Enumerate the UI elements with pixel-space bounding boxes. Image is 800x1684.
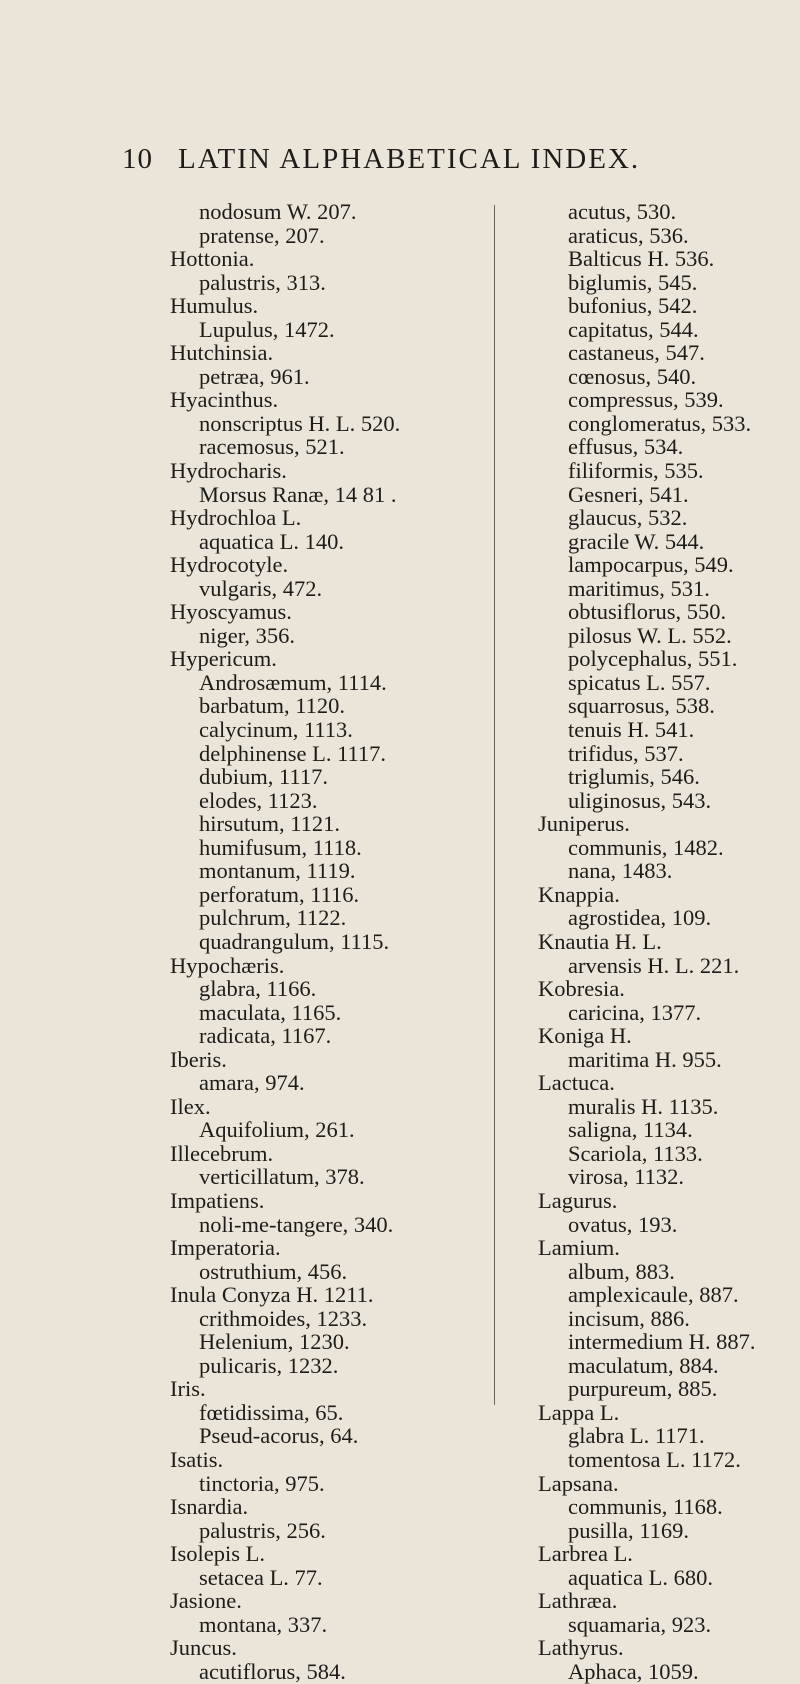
species-entry: compressus, 539.	[568, 387, 724, 413]
species-entry: maritima H. 955.	[568, 1046, 722, 1072]
species-entry: nonscriptus H. L. 520.	[199, 410, 401, 436]
species-entry: palustris, 313.	[199, 269, 326, 295]
species-entry: gracile W. 544.	[568, 528, 705, 554]
genus-entry: Isatis.	[170, 1446, 224, 1472]
species-entry: montanum, 1119.	[199, 858, 356, 884]
species-entry: trifidus, 537.	[568, 740, 684, 766]
species-entry: pratense, 207.	[199, 222, 325, 248]
species-entry: cœnosus, 540.	[568, 363, 697, 389]
species-entry: Androsæmum, 1114.	[199, 669, 387, 695]
species-entry: petræa, 961.	[199, 363, 310, 389]
species-entry: pulchrum, 1122.	[199, 905, 347, 931]
species-entry: maritimus, 531.	[568, 575, 710, 601]
species-entry: incisum, 886.	[568, 1305, 690, 1331]
species-entry: radicata, 1167.	[199, 1023, 332, 1049]
species-entry: obtusiflorus, 550.	[568, 599, 727, 625]
species-entry: Aquifolium, 261.	[199, 1117, 355, 1143]
genus-entry: Hypochæris.	[170, 952, 285, 978]
genus-entry: Iberis.	[170, 1046, 227, 1072]
species-entry: intermedium H. 887.	[568, 1329, 756, 1355]
genus-entry: Koniga H.	[538, 1023, 632, 1049]
species-entry: purpureum, 885.	[568, 1376, 718, 1402]
species-entry: verticillatum, 378.	[199, 1164, 365, 1190]
species-entry: Gesneri, 541.	[568, 481, 689, 507]
species-entry: barbatum, 1120.	[199, 693, 346, 719]
index-column-right	[538, 200, 788, 1683]
species-entry: dubium, 1117.	[199, 764, 328, 790]
species-entry: capitatus, 544.	[568, 316, 699, 342]
species-entry: pulicaris, 1232.	[199, 1352, 339, 1378]
genus-entry: Kobresia.	[538, 976, 625, 1002]
species-entry: muralis H. 1135.	[568, 1093, 719, 1119]
species-entry: Scariola, 1133.	[568, 1140, 703, 1166]
genus-entry: Hottonia.	[170, 246, 255, 272]
genus-entry: Humulus.	[170, 293, 259, 319]
species-entry: niger, 356.	[199, 622, 295, 648]
species-entry: filiformis, 535.	[568, 458, 704, 484]
species-entry: aquatica L. 140.	[199, 528, 344, 554]
species-entry: racemosus, 521.	[199, 434, 345, 460]
species-entry: pilosus W. L. 552.	[568, 622, 732, 648]
species-entry: elodes, 1123.	[199, 787, 318, 813]
species-entry: calycinum, 1113.	[199, 717, 353, 743]
genus-entry: Illecebrum.	[170, 1140, 274, 1166]
species-entry: communis, 1482.	[568, 834, 724, 860]
genus-entry: Hydrochloa L.	[170, 505, 302, 531]
species-entry: conglomeratus, 533.	[568, 410, 752, 436]
species-entry: tinctoria, 975.	[199, 1470, 325, 1496]
species-entry: vulgaris, 472.	[199, 575, 323, 601]
species-entry: ostruthium, 456.	[199, 1258, 348, 1284]
genus-entry: Ilex.	[170, 1093, 211, 1119]
running-head: LATIN ALPHABETICAL INDEX.	[178, 143, 641, 175]
species-entry: bufonius, 542.	[568, 293, 698, 319]
genus-entry: Imperatoria.	[170, 1235, 281, 1261]
species-entry: humifusum, 1118.	[199, 834, 362, 860]
species-entry: agrostidea, 109.	[568, 905, 712, 931]
genus-entry: Isnardia.	[170, 1494, 249, 1520]
genus-entry: Lamium.	[538, 1235, 620, 1261]
column-divider	[494, 205, 495, 1405]
species-entry: saligna, 1134.	[568, 1117, 693, 1143]
species-entry: crithmoides, 1233.	[199, 1305, 368, 1331]
genus-entry: Lagurus.	[538, 1187, 618, 1213]
genus-entry: Knautia H. L.	[538, 928, 662, 954]
genus-entry: Hyacinthus.	[170, 387, 279, 413]
genus-entry: Hydrocharis.	[170, 458, 287, 484]
species-entry: biglumis, 545.	[568, 269, 698, 295]
genus-entry: Iris.	[170, 1376, 206, 1402]
species-entry: spicatus L. 557.	[568, 669, 711, 695]
species-entry: arvensis H. L. 221.	[568, 952, 740, 978]
species-entry: nodosum W. 207.	[199, 199, 357, 224]
species-entry: Lupulus, 1472.	[199, 316, 335, 342]
species-entry: lampocarpus, 549.	[568, 552, 734, 578]
species-entry: Helenium, 1230.	[199, 1329, 350, 1355]
genus-entry: Hydrocotyle.	[170, 552, 289, 578]
species-entry: tomentosa L. 1172.	[568, 1446, 741, 1472]
genus-entry: Impatiens.	[170, 1187, 265, 1213]
species-entry: squamaria, 923.	[568, 1611, 712, 1637]
species-entry: album, 883.	[568, 1258, 675, 1284]
species-entry: perforatum, 1116.	[199, 881, 360, 907]
genus-entry: Knappia.	[538, 881, 620, 907]
species-entry: Pseud-acorus, 64.	[199, 1423, 359, 1449]
species-entry: polycephalus, 551.	[568, 646, 738, 672]
genus-entry: Hypericum.	[170, 646, 277, 672]
species-entry: hirsutum, 1121.	[199, 811, 341, 837]
species-entry: montana, 337.	[199, 1611, 328, 1637]
species-entry: quadrangulum, 1115.	[199, 928, 390, 954]
genus-entry: Lapsana.	[538, 1470, 619, 1496]
genus-entry: Hyoscyamus.	[170, 599, 292, 625]
species-entry: squarrosus, 538.	[568, 693, 715, 719]
species-entry: tenuis H. 541.	[568, 717, 695, 743]
species-entry: communis, 1168.	[568, 1494, 723, 1520]
species-entry: Balticus H. 536.	[568, 246, 715, 272]
species-entry: Aphaca, 1059.	[568, 1658, 699, 1684]
species-entry: caricina, 1377.	[568, 999, 702, 1025]
genus-entry: Lappa L.	[538, 1399, 620, 1425]
genus-entry: Larbrea L.	[538, 1541, 633, 1567]
species-entry: virosa, 1132.	[568, 1164, 685, 1190]
species-entry: glabra, 1166.	[199, 976, 317, 1002]
species-entry: fœtidissima, 65.	[199, 1399, 344, 1425]
species-entry: aquatica L. 680.	[568, 1564, 713, 1590]
genus-entry: Lathræa.	[538, 1588, 618, 1614]
species-entry: triglumis, 546.	[568, 764, 700, 790]
genus-entry: Jasione.	[170, 1588, 242, 1614]
species-entry: palustris, 256.	[199, 1517, 326, 1543]
species-entry: amplexicaule, 887.	[568, 1282, 739, 1308]
page-number: 10	[122, 143, 153, 175]
species-entry: setacea L. 77.	[199, 1564, 323, 1590]
species-entry: glaucus, 532.	[568, 505, 688, 531]
species-entry: amara, 974.	[199, 1070, 305, 1096]
index-column-left	[170, 200, 470, 1683]
genus-entry: Lactuca.	[538, 1070, 615, 1096]
species-entry: maculatum, 884.	[568, 1352, 719, 1378]
species-entry: nana, 1483.	[568, 858, 673, 884]
species-entry: delphinense L. 1117.	[199, 740, 387, 766]
species-entry: acutus, 530.	[568, 199, 677, 224]
species-entry: uliginosus, 543.	[568, 787, 712, 813]
species-entry: castaneus, 547.	[568, 340, 705, 366]
genus-entry: Juniperus.	[538, 811, 630, 837]
species-entry: araticus, 536.	[568, 222, 689, 248]
genus-entry: Juncus.	[170, 1635, 237, 1661]
species-entry: acutiflorus, 584.	[199, 1658, 346, 1684]
species-entry: Morsus Ranæ, 14 81 .	[199, 481, 397, 507]
species-entry: pusilla, 1169.	[568, 1517, 690, 1543]
species-entry: ovatus, 193.	[568, 1211, 678, 1237]
genus-entry: Isolepis L.	[170, 1541, 265, 1567]
species-entry: noli-me-tangere, 340.	[199, 1211, 394, 1237]
species-entry: glabra L. 1171.	[568, 1423, 705, 1449]
species-entry: maculata, 1165.	[199, 999, 342, 1025]
genus-entry: Lathyrus.	[538, 1635, 624, 1661]
genus-entry: Inula Conyza H. 1211.	[170, 1282, 374, 1308]
species-entry: effusus, 534.	[568, 434, 684, 460]
genus-entry: Hutchinsia.	[170, 340, 274, 366]
